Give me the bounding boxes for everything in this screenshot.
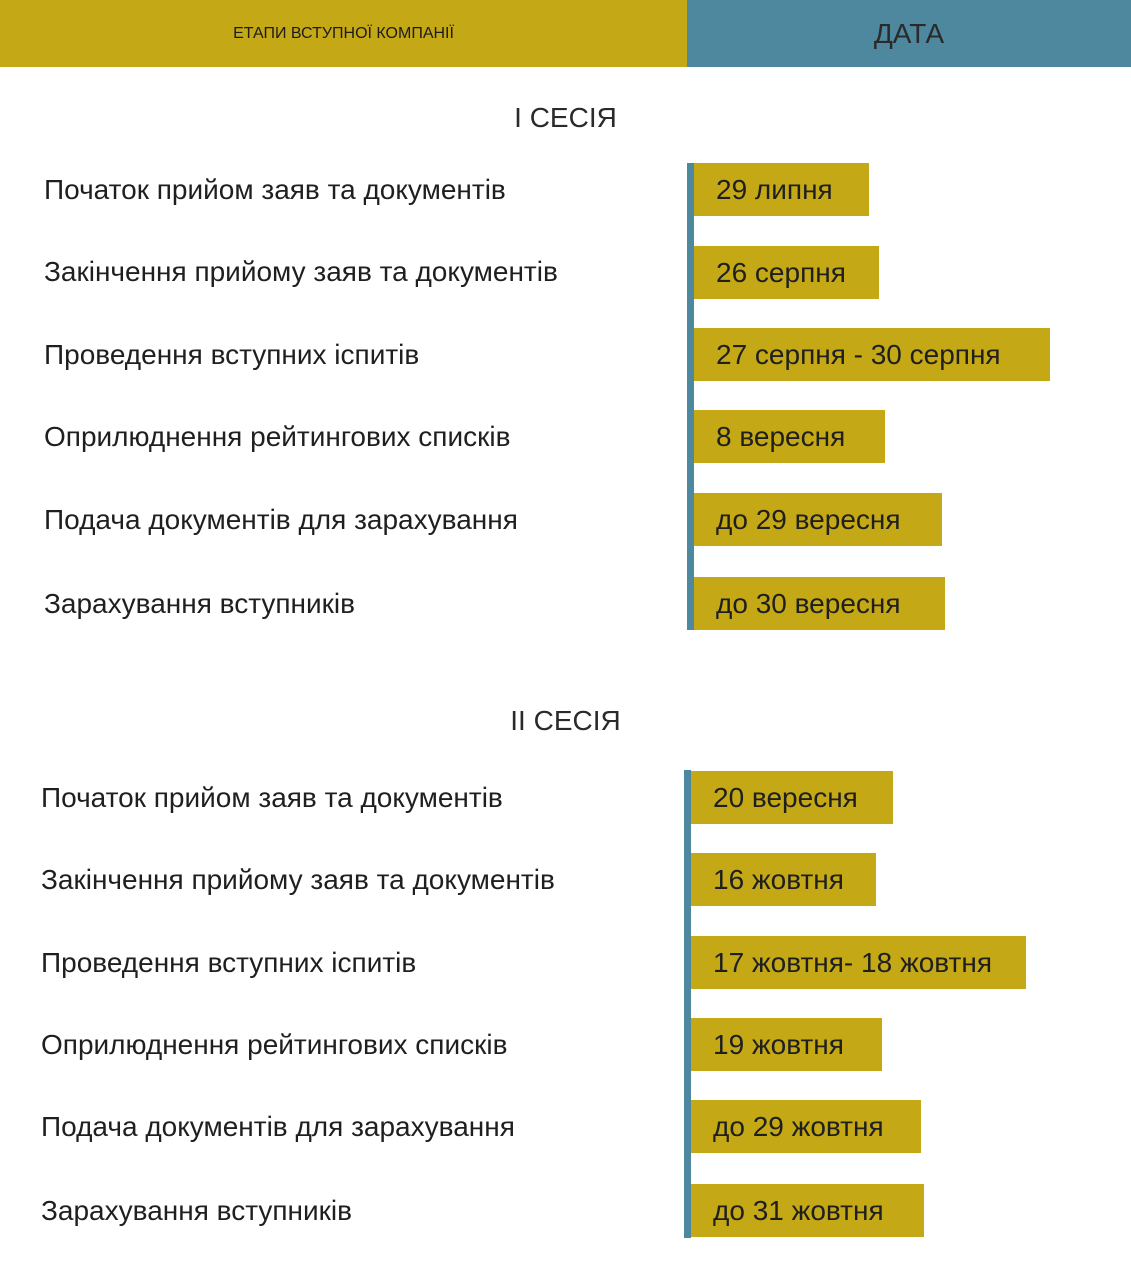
session-2-divider bbox=[684, 770, 691, 1238]
session-2-title: II СЕСІЯ bbox=[510, 705, 621, 736]
session-2-stage-2: Закінчення прийому заяв та документів bbox=[41, 864, 555, 895]
session-2-date-1: 20 вересня bbox=[691, 771, 893, 824]
session-2-stage-4: Оприлюднення рейтингових списків bbox=[41, 1029, 508, 1060]
session-1-stage-4: Оприлюднення рейтингових списків bbox=[44, 421, 511, 452]
date-column-header bbox=[687, 0, 1131, 67]
session-1-title: I СЕСІЯ bbox=[514, 102, 617, 133]
session-1-divider bbox=[687, 163, 694, 630]
session-1-date-3: 27 серпня - 30 серпня bbox=[694, 328, 1050, 381]
stages-column-header bbox=[0, 0, 687, 67]
session-1-date-5: до 29 вересня bbox=[694, 493, 942, 546]
session-2-stage-1: Початок прийом заяв та документів bbox=[41, 782, 503, 813]
stages-header-label: ЕТАПИ ВСТУПНОЇ КОМПАНІЇ bbox=[233, 24, 454, 42]
session-1-date-6: до 30 вересня bbox=[694, 577, 945, 630]
session-1-stage-1: Початок прийом заяв та документів bbox=[44, 174, 506, 205]
session-2-date-3: 17 жовтня- 18 жовтня bbox=[691, 936, 1026, 989]
session-1-date-4: 8 вересня bbox=[694, 410, 885, 463]
session-2-date-4: 19 жовтня bbox=[691, 1018, 882, 1071]
session-2-date-6: до 31 жовтня bbox=[691, 1184, 924, 1237]
date-header-label: ДАТА bbox=[873, 17, 945, 49]
session-2-stage-3: Проведення вступних іспитів bbox=[41, 947, 417, 978]
session-2-stage-5: Подача документів для зарахування bbox=[41, 1111, 515, 1142]
session-1-stage-6: Зарахування вступників bbox=[44, 588, 355, 619]
session-1-stage-3: Проведення вступних іспитів bbox=[44, 339, 420, 370]
session-2-date-2: 16 жовтня bbox=[691, 853, 876, 906]
session-1-stage-5: Подача документів для зарахування bbox=[44, 504, 518, 535]
session-2-date-5: до 29 жовтня bbox=[691, 1100, 921, 1153]
session-1-date-2: 26 серпня bbox=[694, 246, 879, 299]
table-header bbox=[0, 0, 1131, 67]
session-1-stage-2: Закінчення прийому заяв та документів bbox=[44, 256, 558, 287]
session-1-date-1: 29 липня bbox=[694, 163, 869, 216]
session-2-stage-6: Зарахування вступників bbox=[41, 1195, 352, 1226]
